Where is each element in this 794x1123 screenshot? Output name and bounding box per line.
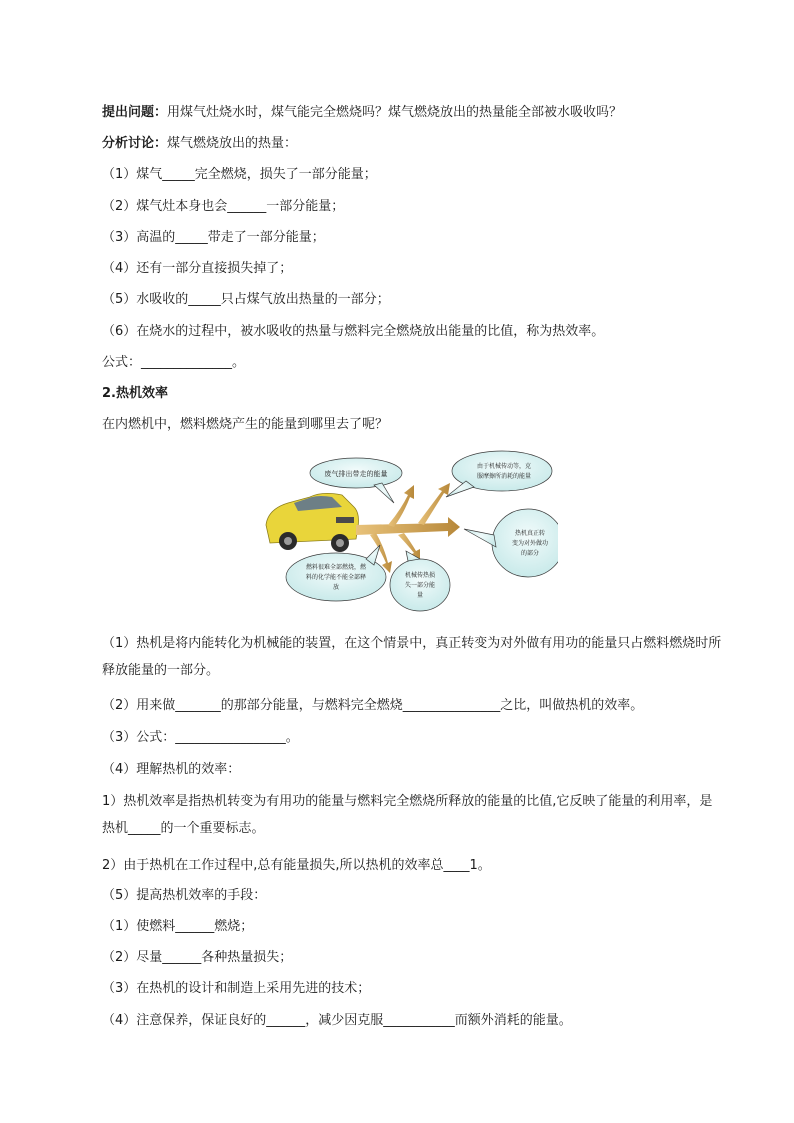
main-energy-arrow <box>356 517 460 537</box>
bubble-incomplete <box>286 545 386 601</box>
bubble-incomplete-text-3: 放 <box>332 584 340 591</box>
bubble-friction <box>446 451 552 497</box>
paragraph-4-2: 2）由于热机在工作过程中,总有能量损失,所以热机的效率总____1。 <box>102 858 491 873</box>
bubble-incomplete-text-1: 燃料很难全部燃烧，燃 <box>305 564 367 571</box>
bubble-useful-text-3: 的部分 <box>520 550 540 557</box>
yellow-car-icon <box>266 493 359 552</box>
paragraph-4-1: 1）热机效率是指热机转变为有用功的能量与燃料完全燃烧所释放的能量的比值,它反映了能量的利用率，是热机_____的一个重要标志。 <box>102 794 713 836</box>
energy-flow-diagram <box>258 447 558 615</box>
method-1: （1）使燃料______燃烧； <box>102 919 254 934</box>
exhaust-arrow <box>388 485 414 527</box>
bubble-heat-text-2: 失一部分能 <box>404 582 436 589</box>
question-text: 用煤气灶烧水时，煤气能完全燃烧吗？煤气燃烧放出的热量能全部被水吸收吗？ <box>167 105 623 120</box>
discussion-label: 分析讨论： <box>102 136 168 151</box>
discussion-item-2: （2）煤气灶本身也会______一部分能量； <box>102 199 345 214</box>
discussion-item-5: （5）水吸收的_____只占煤气放出热量的一部分； <box>102 292 390 307</box>
bubble-useful <box>464 509 558 577</box>
discussion-item-3: （3）高温的_____带走了一部分能量； <box>102 230 325 245</box>
question-line <box>102 104 622 122</box>
section-intro: 在内燃机中，燃料燃烧产生的能量到哪里去了呢？ <box>102 417 389 432</box>
method-2: （2）尽量______各种热量损失； <box>102 950 293 965</box>
question-label: 提出问题： <box>102 105 168 120</box>
bubble-heat-text-3: 量 <box>416 592 424 599</box>
discussion-text: 煤气燃烧放出的热量： <box>167 136 298 151</box>
friction-arrow <box>418 483 450 525</box>
paragraph-4: （4）理解热机的效率： <box>102 762 241 777</box>
discussion-line <box>102 135 297 153</box>
method-4: （4）注意保养，保证良好的______，减少因克服___________而额外消耗的能量。 <box>102 1013 572 1028</box>
bubble-useful-text-1: 热机真正转 <box>514 530 546 537</box>
paragraph-1: （1）热机是将内能转化为机械能的装置，在这个情景中，真正转变为对外做有用功的能量只占燃料燃烧时所释放能量的一部分。 <box>102 636 722 678</box>
discussion-item-4: （4）还有一部分直接损失掉了； <box>102 261 293 276</box>
paragraph-3: （3）公式：_________________。 <box>102 730 299 745</box>
paragraph-2: （2）用来做_______的那部分能量，与燃料完全燃烧_______________之比，叫做热机的效率。 <box>102 698 644 713</box>
discussion-item-6: （6）在烧水的过程中，被水吸收的热量与燃料完全燃烧放出能量的比值，称为热效率。 <box>102 324 605 339</box>
bubble-heat-text-1: 机械传热损 <box>404 572 436 579</box>
bubble-exhaust-text: 废气排出带走的能量 <box>324 470 388 478</box>
section-heading: 2.热机效率 <box>102 386 168 401</box>
method-3: （3）在热机的设计和制造上采用先进的技术； <box>102 981 371 996</box>
formula-line-1: 公式：______________。 <box>102 355 246 370</box>
bubble-useful-text-2: 变为对外做功 <box>511 540 549 547</box>
bubble-friction-text-2: 服摩擦所消耗的能量 <box>476 473 532 480</box>
bubble-incomplete-text-2: 料的化学能不能全部释 <box>305 574 367 581</box>
bubble-friction-text-1: 由于机械传动等，克 <box>476 463 532 470</box>
paragraph-5: （5）提高热机效率的手段： <box>102 888 267 903</box>
discussion-item-1: （1）煤气_____完全燃烧，损失了一部分能量； <box>102 167 377 182</box>
bubble-heat-loss <box>390 551 450 611</box>
